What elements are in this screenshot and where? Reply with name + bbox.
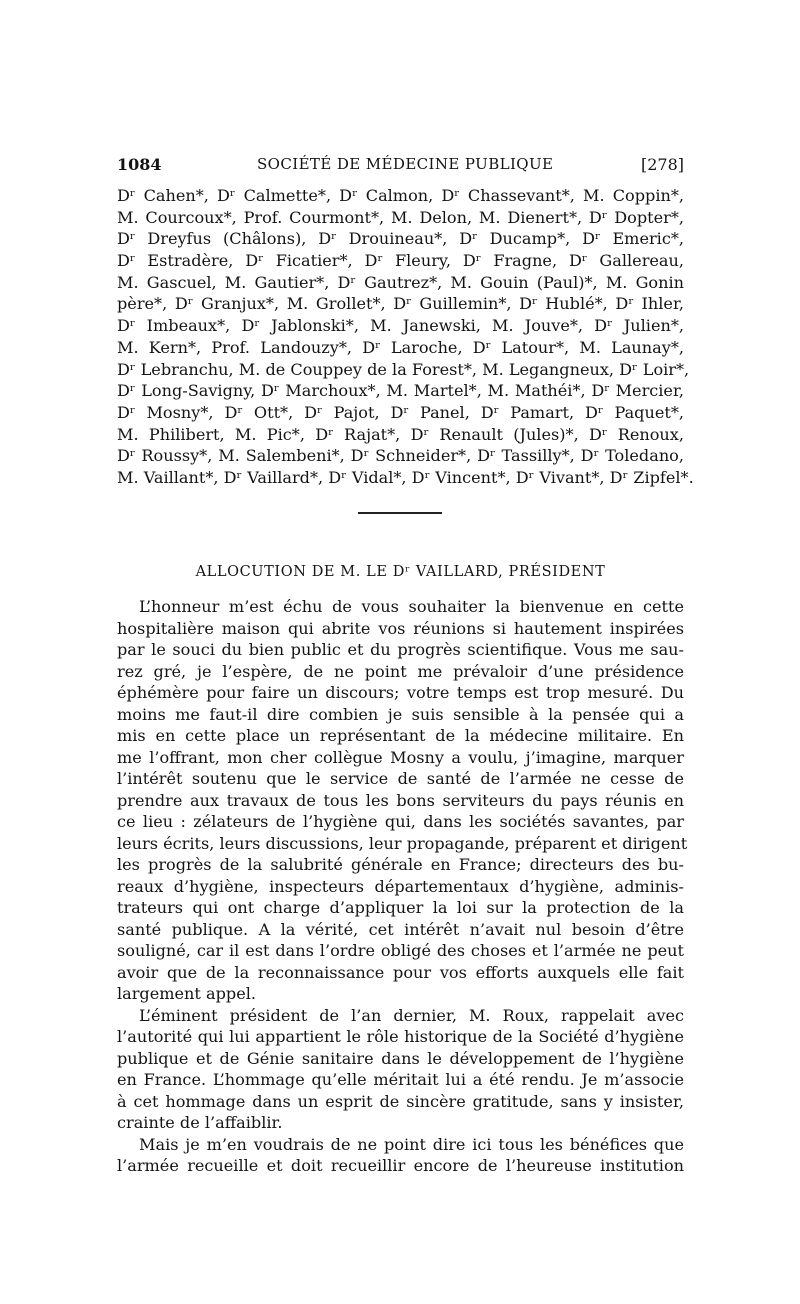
members-line: Dʳ Roussy*, M. Salembeni*, Dʳ Schneider*, Dʳ Tassilly*, Dʳ Toledano, — [117, 446, 684, 466]
body-line: souligné, car il est dans l’ordre obligé des choses et l’armée ne peut — [117, 941, 684, 960]
body-line: l’autorité qui lui appartient le rôle historique de la Société d’hygiène — [117, 1027, 684, 1046]
body-line: par le souci du bien public et du progrès scientifique. Vous me sau- — [117, 640, 684, 659]
body-line: mis en cette place un représentant de la médecine militaire. En — [117, 726, 684, 745]
body-line: me l’offrant, mon cher collègue Mosny a voulu, j’imagine, marquer — [117, 747, 684, 767]
members-line: Dʳ Dreyfus (Châlons), Dʳ Drouineau*, Dʳ Ducamp*, Dʳ Emeric*, — [117, 229, 684, 249]
members-line: Dʳ Lebranchu, M. de Couppey de la Forest*, M. Legangneux, Dʳ Loir*, — [117, 359, 690, 379]
speech-body — [117, 596, 688, 1177]
speech-title: ALLOCUTION DE M. LE Dʳ VAILLARD, PRÉSIDENT — [195, 564, 606, 580]
body-line: largement appel. — [117, 984, 256, 1003]
members-line: Dʳ Long-Savigny, Dʳ Marchoux*, M. Martel*, M. Mathéi*, Dʳ Mercier, — [117, 381, 684, 401]
body-line: ce lieu : zélateurs de l’hygiène qui, dans les sociétés savantes, par — [117, 812, 684, 831]
members-line: M. Philibert, M. Pic*, Dʳ Rajat*, Dʳ Renault (Jules)*, Dʳ Renoux, — [117, 424, 684, 444]
running-head — [117, 155, 684, 181]
body-line: l’intérêt soutenu que le service de santé de l’armée ne cesse de — [117, 769, 684, 788]
body-line: L’éminent président de l’an dernier, M. Roux, rappelait avec — [139, 1005, 684, 1025]
body-line: en France. L’hommage qu’elle méritait lui a été rendu. Je m’associe — [117, 1070, 684, 1089]
body-line: rez gré, je l’espère, de ne point me prévaloir d’une présidence — [117, 661, 684, 681]
body-line: l’armée recueille et doit recueillir encore de l’heureuse institution — [117, 1156, 684, 1175]
running-head-title: SOCIÉTÉ DE MÉDECINE PUBLIQUE — [257, 155, 554, 173]
body-line: publique et de Génie sanitaire dans le développement de l’hygiène — [117, 1048, 684, 1068]
members-line: Dʳ Mosny*, Dʳ Ott*, Dʳ Pajot, Dʳ Panel, Dʳ Pamart, Dʳ Paquet*, — [117, 402, 684, 422]
body-line: leurs écrits, leurs discussions, leur propagande, préparent et dirigent — [117, 833, 688, 853]
members-line: M. Kern*, Prof. Landouzy*, Dʳ Laroche, Dʳ Latour*, M. Launay*, — [117, 337, 684, 357]
members-line: M. Gascuel, M. Gautier*, Dʳ Gautrez*, M. Gouin (Paul)*, M. Gonin — [117, 272, 684, 292]
body-line: éphémère pour faire un discours; votre temps est trop mesuré. Du — [117, 683, 684, 702]
members-line: M. Vaillant*, Dʳ Vaillard*, Dʳ Vidal*, Dʳ Vincent*, Dʳ Vivant*, Dʳ Zipfel*. — [117, 467, 694, 487]
members-line: M. Courcoux*, Prof. Courmont*, M. Delon, M. Dienert*, Dʳ Dopter*, — [117, 207, 684, 227]
members-line: Dʳ Cahen*, Dʳ Calmette*, Dʳ Calmon, Dʳ Chassevant*, M. Coppin*, — [117, 186, 684, 205]
body-line: à cet hommage dans un esprit de sincère gratitude, sans y insister, — [117, 1091, 684, 1111]
body-line: reaux d’hygiène, inspecteurs départementaux d’hygiène, adminis- — [117, 876, 684, 896]
section-number: [278] — [640, 155, 684, 174]
body-line: hospitalière maison qui abrite vos réunions si hautement inspirées — [117, 618, 684, 638]
members-line: Dʳ Estradère, Dʳ Ficatier*, Dʳ Fleury, Dʳ Fragne, Dʳ Gallereau, — [117, 251, 684, 271]
body-line: les progrès de la salubrité générale en France; directeurs des bu- — [117, 855, 684, 874]
body-line: crainte de l’affaiblir. — [117, 1113, 283, 1132]
members-line: père*, Dʳ Granjux*, M. Grollet*, Dʳ Guillemin*, Dʳ Hublé*, Dʳ Ihler, — [117, 294, 684, 314]
members-line: Dʳ Imbeaux*, Dʳ Jablonski*, M. Janewski, M. Jouve*, Dʳ Julien*, — [117, 316, 684, 336]
body-line: Mais je m’en voudrais de ne point dire ici tous les bénéfices que — [139, 1134, 684, 1154]
body-line: moins me faut-il dire combien je suis sensible à la pensée qui a — [117, 704, 684, 724]
body-line: prendre aux travaux de tous les bons serviteurs du pays réunis en — [117, 790, 684, 810]
body-line: santé publique. A la vérité, cet intérêt n’avait nul besoin d’être — [117, 919, 684, 939]
section-divider — [358, 512, 442, 514]
members-list — [117, 185, 694, 489]
body-line: L’honneur m’est échu de vous souhaiter la bienvenue en cette — [139, 597, 684, 616]
body-line: trateurs qui ont charge d’appliquer la loi sur la protection de la — [117, 898, 684, 917]
page-number: 1084 — [117, 155, 162, 174]
body-line: avoir que de la reconnaissance pour vos efforts auxquels elle fait — [117, 962, 684, 982]
